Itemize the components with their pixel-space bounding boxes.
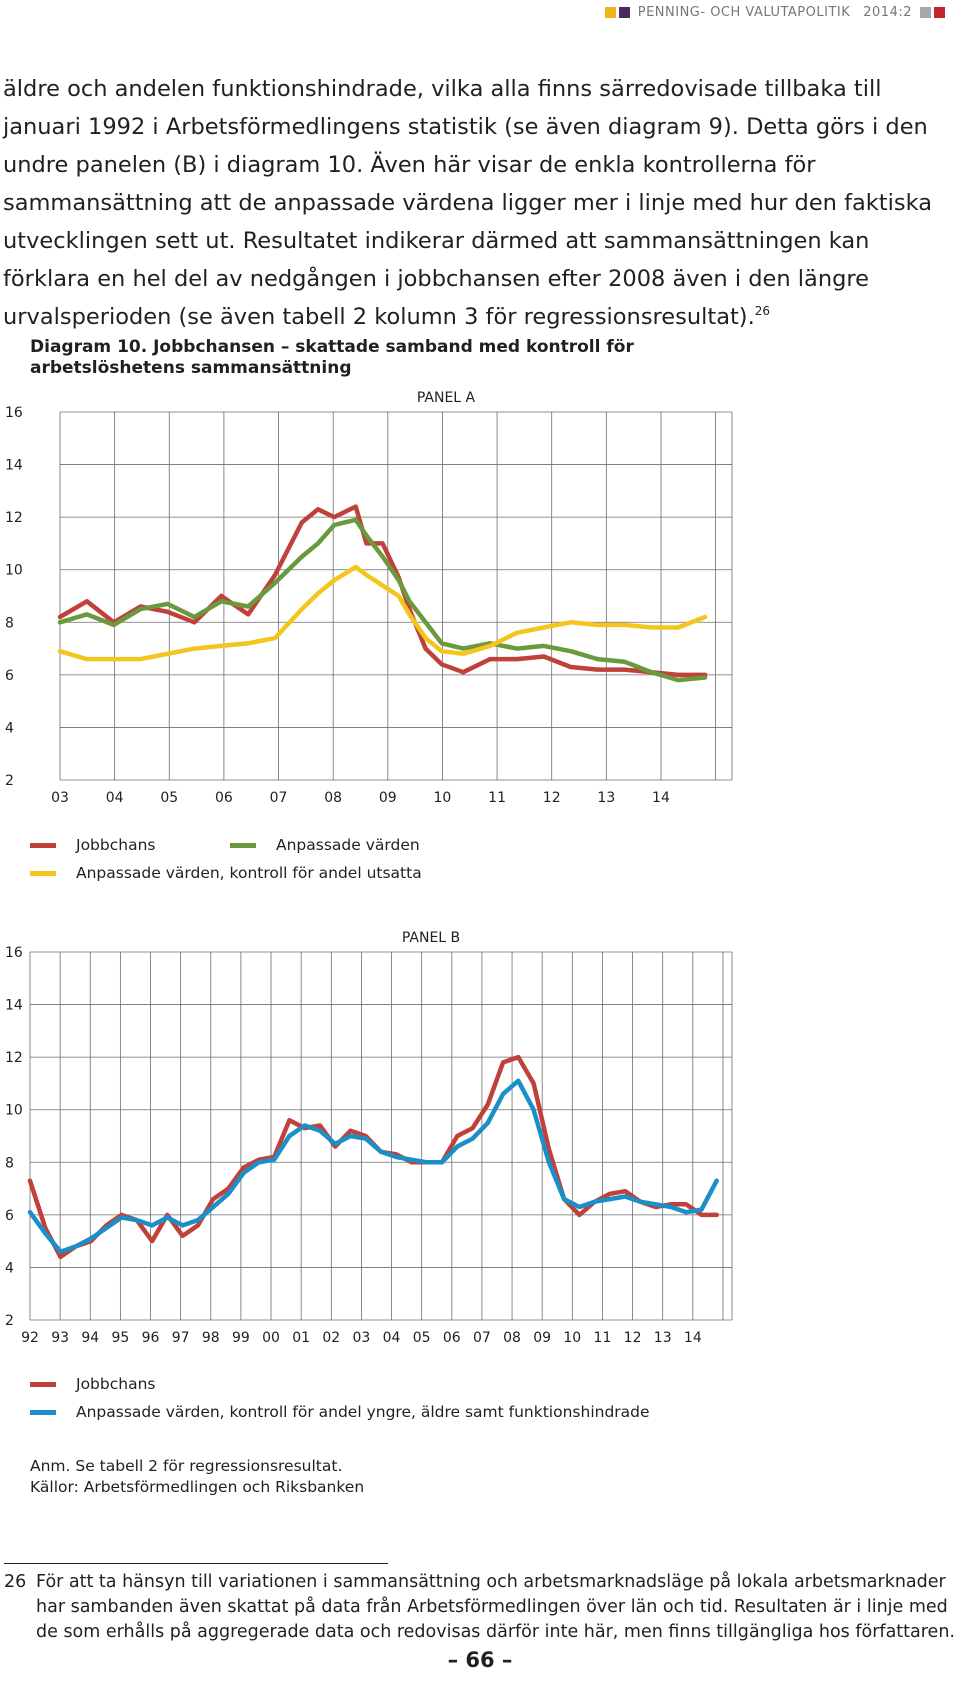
- legend-swatch-green: [230, 843, 256, 848]
- footnote-ref: 26: [754, 304, 771, 318]
- legend-item-anpassade-b: [30, 1403, 650, 1421]
- y-tick-label: 12: [5, 510, 23, 527]
- x-tick-label: 05: [160, 790, 179, 806]
- legend-label: Jobbchans: [76, 1375, 156, 1393]
- y-tick-label: 6: [5, 1207, 14, 1224]
- header-square-grey: [920, 7, 931, 18]
- x-tick-label: 10: [433, 790, 452, 806]
- legend-panel-a: [30, 836, 730, 896]
- note-source: Källor: Arbetsförmedlingen och Riksbanken: [30, 1478, 365, 1496]
- y-tick-label: 16: [5, 405, 23, 421]
- x-tick-label: 08: [503, 1330, 521, 1346]
- y-tick-label: 16: [5, 945, 23, 961]
- panel-label: PANEL B: [401, 930, 461, 946]
- legend-swatch-yellow: [30, 871, 56, 876]
- page-header: [298, 2, 960, 22]
- x-tick-label: 04: [382, 1330, 401, 1346]
- body-paragraph: [3, 70, 953, 336]
- x-tick-label: 10: [563, 1330, 582, 1346]
- legend-swatch-red: [30, 1382, 56, 1387]
- x-tick-label: 92: [21, 1330, 39, 1346]
- legend-label: Anpassade värden, kontroll för andel yngre, äldre samt funktionshindrade: [76, 1403, 650, 1421]
- x-tick-label: 12: [623, 1330, 642, 1346]
- x-tick-label: 00: [262, 1330, 280, 1346]
- x-tick-label: 02: [322, 1330, 341, 1346]
- y-tick-label: 14: [5, 457, 23, 474]
- x-tick-label: 95: [111, 1330, 130, 1346]
- y-tick-label: 4: [5, 1260, 14, 1277]
- x-tick-label: 04: [105, 790, 124, 806]
- x-tick-label: 13: [653, 1330, 672, 1346]
- footnote-text: För att ta hänsyn till variationen i sammansättning och arbetsmarknadsläge på lokala arbetsmarknader har sambanden även skattat på data från Arbetsförmedlingen över län och tid. Resultaten är i linje med de som erhålls på aggregerade data och redovisas därför inte här, men finns tillgängliga hos författaren.: [36, 1572, 955, 1642]
- series-line: [30, 1081, 717, 1252]
- header-title: PENNING- OCH VALUTAPOLITIK: [637, 4, 851, 20]
- page-number: – 66 –: [447, 1648, 513, 1672]
- x-tick-label: 01: [292, 1330, 311, 1346]
- x-tick-label: 03: [51, 790, 69, 806]
- series-line: [60, 507, 705, 675]
- x-tick-label: 93: [51, 1330, 70, 1346]
- x-tick-label: 06: [214, 790, 233, 806]
- x-tick-label: 11: [593, 1330, 612, 1346]
- x-tick-label: 06: [442, 1330, 461, 1346]
- legend-swatch-blue: [30, 1410, 56, 1415]
- legend-swatch-red: [30, 843, 56, 848]
- series-line: [60, 567, 705, 659]
- header-square-yellow: [605, 7, 616, 18]
- legend-item-jobbchans-b: [30, 1375, 155, 1393]
- footnote-number: 26: [4, 1572, 27, 1592]
- body-text: äldre och andelen funktionshindrade, vilka alla finns särredovisade tillbaka till januari 1992 i Arbetsförmedlingens statistik (se även diagram 9). Detta görs i den undre panelen (B) i diagram 10. Även här visar de enkla kontrollerna för sammansättning att de anpassade värdena ligger mer i linje med hur den faktiska utvecklingen sett ut. Resultatet indikerar därmed att sammansättningen kan förklara en hel del av nedgången i jobbchansen efter 2008 även i den längre urvalsperioden (se även tabell 2 kolumn 3 för regressionsresultat).: [3, 76, 933, 330]
- header-square-red: [934, 7, 945, 18]
- x-tick-label: 14: [652, 790, 670, 806]
- y-tick-label: 6: [5, 667, 14, 684]
- x-tick-label: 09: [533, 1330, 552, 1346]
- x-tick-label: 98: [201, 1330, 220, 1346]
- y-tick-label: 2: [5, 773, 14, 789]
- x-tick-label: 03: [352, 1330, 371, 1346]
- chart-panel-b: [0, 900, 960, 1350]
- series-line: [30, 1057, 717, 1257]
- y-tick-label: 2: [5, 1313, 14, 1329]
- diagram-title: Diagram 10. Jobbchansen – skattade samband med kontroll för arbetslöshetens sammansättning: [30, 337, 634, 378]
- x-tick-label: 07: [269, 790, 288, 806]
- x-tick-label: 07: [473, 1330, 491, 1346]
- header-issue: 2014:2: [863, 4, 912, 20]
- legend-label: Anpassade värden: [276, 836, 420, 854]
- y-tick-label: 14: [5, 997, 23, 1014]
- legend-item-jobbchans-a: [30, 836, 155, 854]
- y-tick-label: 10: [5, 562, 23, 579]
- x-tick-label: 09: [378, 790, 397, 806]
- chart-panel-a: [0, 360, 960, 810]
- x-tick-label: 08: [324, 790, 343, 806]
- y-tick-label: 8: [5, 615, 14, 632]
- x-tick-label: 14: [683, 1330, 702, 1346]
- note-anm: Anm. Se tabell 2 för regressionsresultat.: [30, 1457, 343, 1475]
- header-square-purple: [619, 7, 630, 18]
- footnote-divider: [4, 1563, 388, 1564]
- x-tick-label: 05: [412, 1330, 431, 1346]
- x-tick-label: 12: [542, 790, 561, 806]
- chart-notes: [30, 1456, 364, 1498]
- x-tick-label: 94: [81, 1330, 100, 1346]
- legend-label: Anpassade värden, kontroll för andel utsatta: [76, 864, 422, 882]
- panel-label: PANEL A: [416, 390, 476, 406]
- y-tick-label: 8: [5, 1155, 14, 1172]
- y-tick-label: 12: [5, 1050, 23, 1067]
- x-tick-label: 96: [141, 1330, 160, 1346]
- x-tick-label: 13: [597, 790, 616, 806]
- y-tick-label: 4: [5, 720, 14, 737]
- legend-item-utsatta-a: [30, 864, 422, 882]
- legend-label: Jobbchans: [76, 836, 156, 854]
- legend-panel-b: [30, 1375, 730, 1435]
- x-tick-label: 97: [171, 1330, 190, 1346]
- x-tick-label: 11: [488, 790, 506, 806]
- y-tick-label: 10: [5, 1102, 23, 1119]
- legend-item-anpassade-a: [230, 836, 420, 854]
- x-tick-label: 99: [231, 1330, 250, 1346]
